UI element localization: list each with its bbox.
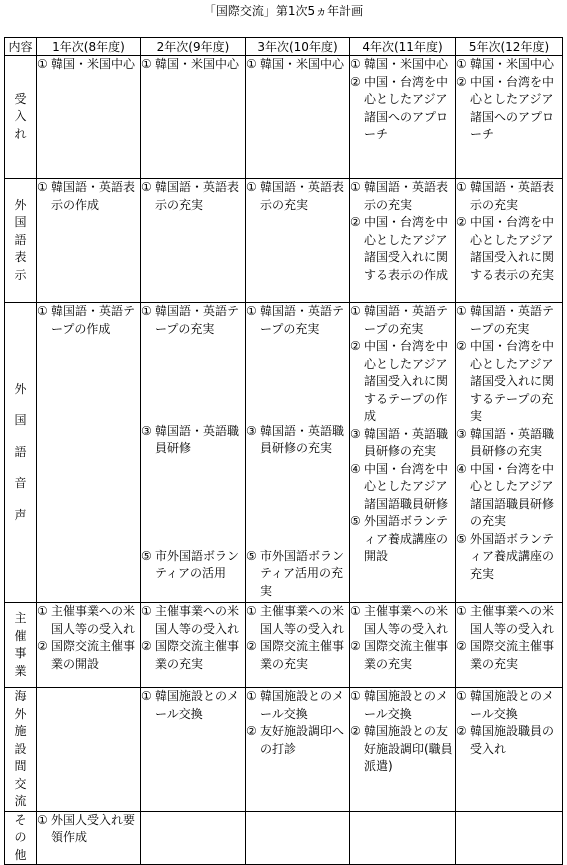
plan-item	[350, 461, 455, 514]
item-text: 国際交流主催事業の充実	[470, 639, 555, 671]
plan-item	[456, 303, 562, 338]
item-text: 韓国・米国中心	[51, 57, 136, 71]
plan-item	[350, 214, 455, 284]
plan-cell	[37, 179, 141, 303]
plan-cell	[37, 688, 141, 812]
plan-cell	[456, 56, 563, 179]
item-number: ①	[350, 180, 361, 194]
item-number: ⑤	[246, 548, 257, 563]
plan-cell	[350, 688, 456, 812]
plan-cell	[456, 303, 563, 603]
item-text: 市外国語ボランティアの活用	[155, 548, 240, 580]
item-number: ①	[141, 180, 152, 194]
item-text: 韓国語・英語表示の充実	[470, 180, 555, 212]
item-number: ①	[37, 812, 48, 827]
item-text: 韓国語・英語表示の充実	[364, 180, 449, 212]
table-row	[5, 179, 563, 303]
row-label	[5, 179, 37, 303]
row-label-char: 語	[14, 444, 27, 459]
plan-item	[350, 688, 455, 723]
plan-item	[350, 303, 455, 338]
plan-item	[141, 179, 245, 214]
plan-item	[246, 423, 349, 458]
item-number: ①	[246, 57, 257, 71]
plan-cell	[456, 603, 563, 688]
plan-item	[37, 303, 140, 338]
plan-item	[37, 812, 140, 847]
item-text: 韓国語・英語テープの作成	[51, 304, 136, 336]
row-label	[5, 811, 37, 865]
item-number: ①	[350, 689, 361, 703]
item-text: 韓国施設とのメール交換	[260, 689, 345, 721]
item-text: 韓国語・英語職員研修の充実	[260, 423, 345, 455]
plan-item	[456, 179, 562, 214]
plan-item	[141, 638, 245, 673]
item-text: 主催事業への米国人等の受入れ	[155, 604, 240, 636]
header-cell: 1年次(8年度)	[37, 38, 141, 56]
plan-item	[456, 461, 562, 531]
item-text: 中国・台湾を中心としたアジア諸国受入れに関するテープの作成	[364, 339, 449, 423]
item-number: ⑤	[141, 548, 152, 563]
item-number: ②	[350, 639, 361, 653]
plan-cell	[246, 688, 350, 812]
item-number: ⑤	[456, 531, 467, 546]
item-number: ③	[141, 423, 152, 438]
plan-item	[141, 423, 245, 458]
plan-cell	[141, 179, 246, 303]
plan-item	[350, 723, 455, 776]
row-label-char: 声	[14, 507, 27, 522]
item-number: ⑤	[350, 514, 361, 528]
item-text: 韓国施設職員の受入れ	[470, 724, 555, 756]
row-label-char: 外	[14, 381, 27, 396]
plan-item	[350, 426, 455, 461]
plan-item	[37, 603, 140, 638]
item-number: ②	[456, 724, 467, 738]
row-label-char: 催	[14, 628, 27, 643]
plan-item	[246, 303, 349, 338]
item-number: ④	[350, 461, 361, 476]
plan-cell	[141, 303, 246, 603]
row-label	[5, 56, 37, 179]
plan-item	[246, 548, 349, 601]
plan-item	[141, 548, 245, 583]
item-text: 主催事業への米国人等の受入れ	[364, 604, 449, 636]
item-number: ②	[141, 639, 152, 653]
five-year-plan-table	[4, 37, 563, 865]
item-text: 韓国施設とのメール交換	[364, 689, 449, 721]
item-number: ②	[37, 639, 48, 653]
row-label-char: 設	[14, 741, 27, 756]
plan-item	[350, 74, 455, 144]
plan-item	[141, 688, 245, 723]
item-text: 韓国語・英語職員研修	[155, 423, 240, 455]
header-cell: 4年次(11年度)	[350, 38, 456, 56]
item-number: ①	[141, 604, 152, 618]
plan-item	[246, 723, 349, 758]
item-number: ①	[141, 304, 152, 318]
plan-cell	[350, 56, 456, 179]
plan-item	[350, 603, 455, 638]
item-text: 外国人受入れ要領作成	[51, 812, 136, 844]
row-label-char: 他	[14, 847, 27, 862]
header-cell: 5年次(12年度)	[456, 38, 563, 56]
item-text: 韓国語・英語テープの充実	[260, 304, 345, 336]
plan-item	[350, 338, 455, 426]
plan-cell	[37, 303, 141, 603]
plan-item	[246, 56, 349, 74]
item-text: 韓国語・英語表示の作成	[51, 180, 136, 212]
item-number: ②	[246, 724, 257, 738]
item-text: 主催事業への米国人等の受入れ	[470, 604, 555, 636]
item-text: 外国語ボランティア養成講座の充実	[470, 531, 555, 581]
row-label-char: 示	[14, 267, 27, 282]
item-text: 韓国・米国中心	[470, 57, 555, 71]
item-number: ①	[350, 604, 361, 618]
item-text: 友好施設調印への打診	[260, 724, 345, 756]
row-label-char: 受	[14, 91, 27, 106]
plan-cell	[246, 303, 350, 603]
item-text: 韓国施設とのメール交換	[155, 689, 240, 721]
document-title: 「国際交流」第1次5ヵ年計画	[203, 4, 364, 18]
table-row	[5, 56, 563, 179]
row-label-char: 表	[14, 250, 27, 265]
row-label-char: 外	[14, 706, 27, 721]
item-number: ①	[350, 304, 361, 318]
item-number: ③	[246, 423, 257, 438]
plan-item	[456, 214, 562, 284]
plan-item	[246, 603, 349, 638]
row-label-char: 事	[14, 646, 27, 660]
item-text: 韓国語・英語職員研修の充実	[470, 426, 555, 458]
row-label-char: 音	[14, 476, 27, 491]
item-number: ②	[456, 215, 467, 229]
header-cell: 2年次(9年度)	[141, 38, 246, 56]
item-number: ①	[456, 57, 467, 71]
item-text: 韓国語・英語テープの充実	[470, 304, 555, 336]
item-number: ②	[456, 74, 467, 89]
row-label-char: 業	[14, 663, 27, 678]
item-number: ①	[37, 304, 48, 318]
item-text: 韓国施設との友好施設調印(職員派遣)	[364, 724, 453, 773]
item-text: 韓国語・英語テープの充実	[364, 304, 449, 336]
item-text: 国際交流主催事業の充実	[260, 639, 345, 671]
plan-item	[456, 74, 562, 144]
plan-item	[456, 603, 562, 638]
row-label-char: 交	[14, 776, 27, 791]
row-label	[5, 688, 37, 812]
plan-cell	[141, 56, 246, 179]
row-label-char: 外	[14, 197, 27, 212]
item-number: ①	[456, 304, 467, 318]
item-text: 中国・台湾を中心としたアジア諸国へのアプローチ	[364, 74, 449, 141]
row-label-char: 施	[14, 724, 27, 738]
row-label-char: 間	[14, 759, 27, 773]
plan-item	[246, 179, 349, 214]
item-text: 市外国語ボランティア活用の充実	[260, 548, 345, 598]
plan-item	[456, 531, 562, 584]
item-text: 韓国語・英語テープの充実	[155, 304, 240, 336]
plan-item	[456, 723, 562, 758]
item-text: 韓国語・英語表示の充実	[260, 180, 345, 212]
item-text: 主催事業への米国人等の受入れ	[260, 604, 345, 636]
item-number: ②	[350, 724, 361, 738]
plan-cell	[456, 811, 563, 865]
row-label-char: 国	[14, 413, 27, 428]
item-number: ①	[246, 689, 257, 703]
item-text: 韓国・米国中心	[260, 57, 345, 71]
plan-item	[350, 56, 455, 74]
table-header-row	[5, 38, 563, 56]
item-number: ①	[456, 689, 467, 703]
item-text: 韓国施設とのメール交換	[470, 689, 555, 721]
plan-cell	[350, 179, 456, 303]
plan-cell	[350, 603, 456, 688]
plan-item	[37, 638, 140, 673]
item-number: ①	[246, 304, 257, 318]
item-number: ②	[246, 639, 257, 653]
plan-item	[246, 688, 349, 723]
item-number: ③	[350, 426, 361, 441]
plan-cell	[246, 56, 350, 179]
header-cell: 内容	[5, 38, 37, 56]
plan-item	[350, 638, 455, 673]
item-text: 韓国語・英語表示の充実	[155, 180, 240, 212]
row-label-char: 国	[14, 215, 27, 230]
item-text: 国際交流主催事業の充実	[155, 639, 240, 671]
item-number: ②	[456, 639, 467, 653]
plan-item	[456, 426, 562, 461]
item-text: 外国語ボランティア養成講座の開設	[364, 514, 449, 563]
row-label-char: 入	[14, 109, 27, 124]
plan-item	[141, 56, 245, 74]
plan-item	[141, 603, 245, 638]
item-number: ①	[37, 180, 48, 194]
table-row	[5, 811, 563, 865]
item-text: 中国・台湾を中心としたアジア諸国受入れに関する表示の充実	[470, 215, 555, 282]
plan-item	[350, 513, 455, 566]
plan-cell	[246, 179, 350, 303]
plan-cell	[456, 688, 563, 812]
item-number: ①	[141, 57, 152, 71]
row-label-char: 主	[14, 611, 27, 625]
plan-item	[246, 638, 349, 673]
header-cell: 3年次(10年度)	[246, 38, 350, 56]
plan-cell	[350, 303, 456, 603]
item-number: ①	[350, 57, 361, 71]
table-row	[5, 688, 563, 812]
plan-cell	[37, 56, 141, 179]
row-label-char: 海	[14, 689, 27, 703]
plan-cell	[37, 811, 141, 865]
plan-cell	[141, 688, 246, 812]
item-number: ①	[246, 180, 257, 194]
item-number: ①	[37, 57, 48, 71]
plan-item	[456, 338, 562, 426]
plan-item	[37, 56, 140, 74]
plan-cell	[246, 811, 350, 865]
item-text: 中国・台湾を中心としたアジア諸国受入れに関するテープの充実	[470, 339, 555, 423]
item-number: ②	[456, 339, 467, 353]
item-number: ①	[141, 689, 152, 703]
item-text: 国際交流主催事業の開設	[51, 639, 136, 671]
plan-cell	[456, 179, 563, 303]
item-number: ①	[456, 604, 467, 618]
row-label-char: 流	[14, 794, 27, 808]
item-text: 韓国語・英語職員研修の充実	[364, 426, 449, 458]
row-label-char: 語	[14, 232, 27, 247]
item-number: ①	[456, 180, 467, 194]
item-text: 中国・台湾を中心としたアジア諸国語職員研修の充実	[470, 461, 555, 528]
plan-item	[456, 638, 562, 673]
item-text: 国際交流主催事業の充実	[364, 639, 449, 671]
plan-cell	[141, 603, 246, 688]
row-label	[5, 303, 37, 603]
item-number: ②	[350, 215, 361, 229]
plan-cell	[350, 811, 456, 865]
item-number: ②	[350, 74, 361, 89]
item-text: 韓国・米国中心	[155, 57, 240, 71]
item-text: 韓国・米国中心	[364, 57, 449, 71]
plan-item	[37, 179, 140, 214]
row-label-char: の	[14, 830, 27, 844]
item-number: ①	[246, 604, 257, 618]
table-row	[5, 603, 563, 688]
plan-item	[141, 303, 245, 338]
plan-item	[350, 179, 455, 214]
item-text: 中国・台湾を中心としたアジア諸国語職員研修	[364, 461, 449, 511]
item-number: ①	[37, 604, 48, 618]
row-label-char: そ	[14, 812, 27, 827]
plan-cell	[141, 811, 246, 865]
item-number: ④	[456, 461, 467, 476]
item-number: ③	[456, 426, 467, 441]
item-text: 中国・台湾を中心としたアジア諸国受入れに関する表示の作成	[364, 215, 449, 282]
plan-cell	[246, 603, 350, 688]
plan-item	[456, 56, 562, 74]
item-text: 主催事業への米国人等の受入れ	[51, 604, 136, 636]
row-label-char: れ	[14, 126, 27, 141]
item-text: 中国・台湾を中心としたアジア諸国へのアプローチ	[470, 74, 555, 141]
row-label	[5, 603, 37, 688]
item-number: ②	[350, 339, 361, 353]
plan-cell	[37, 603, 141, 688]
plan-item	[456, 688, 562, 723]
table-row	[5, 303, 563, 603]
